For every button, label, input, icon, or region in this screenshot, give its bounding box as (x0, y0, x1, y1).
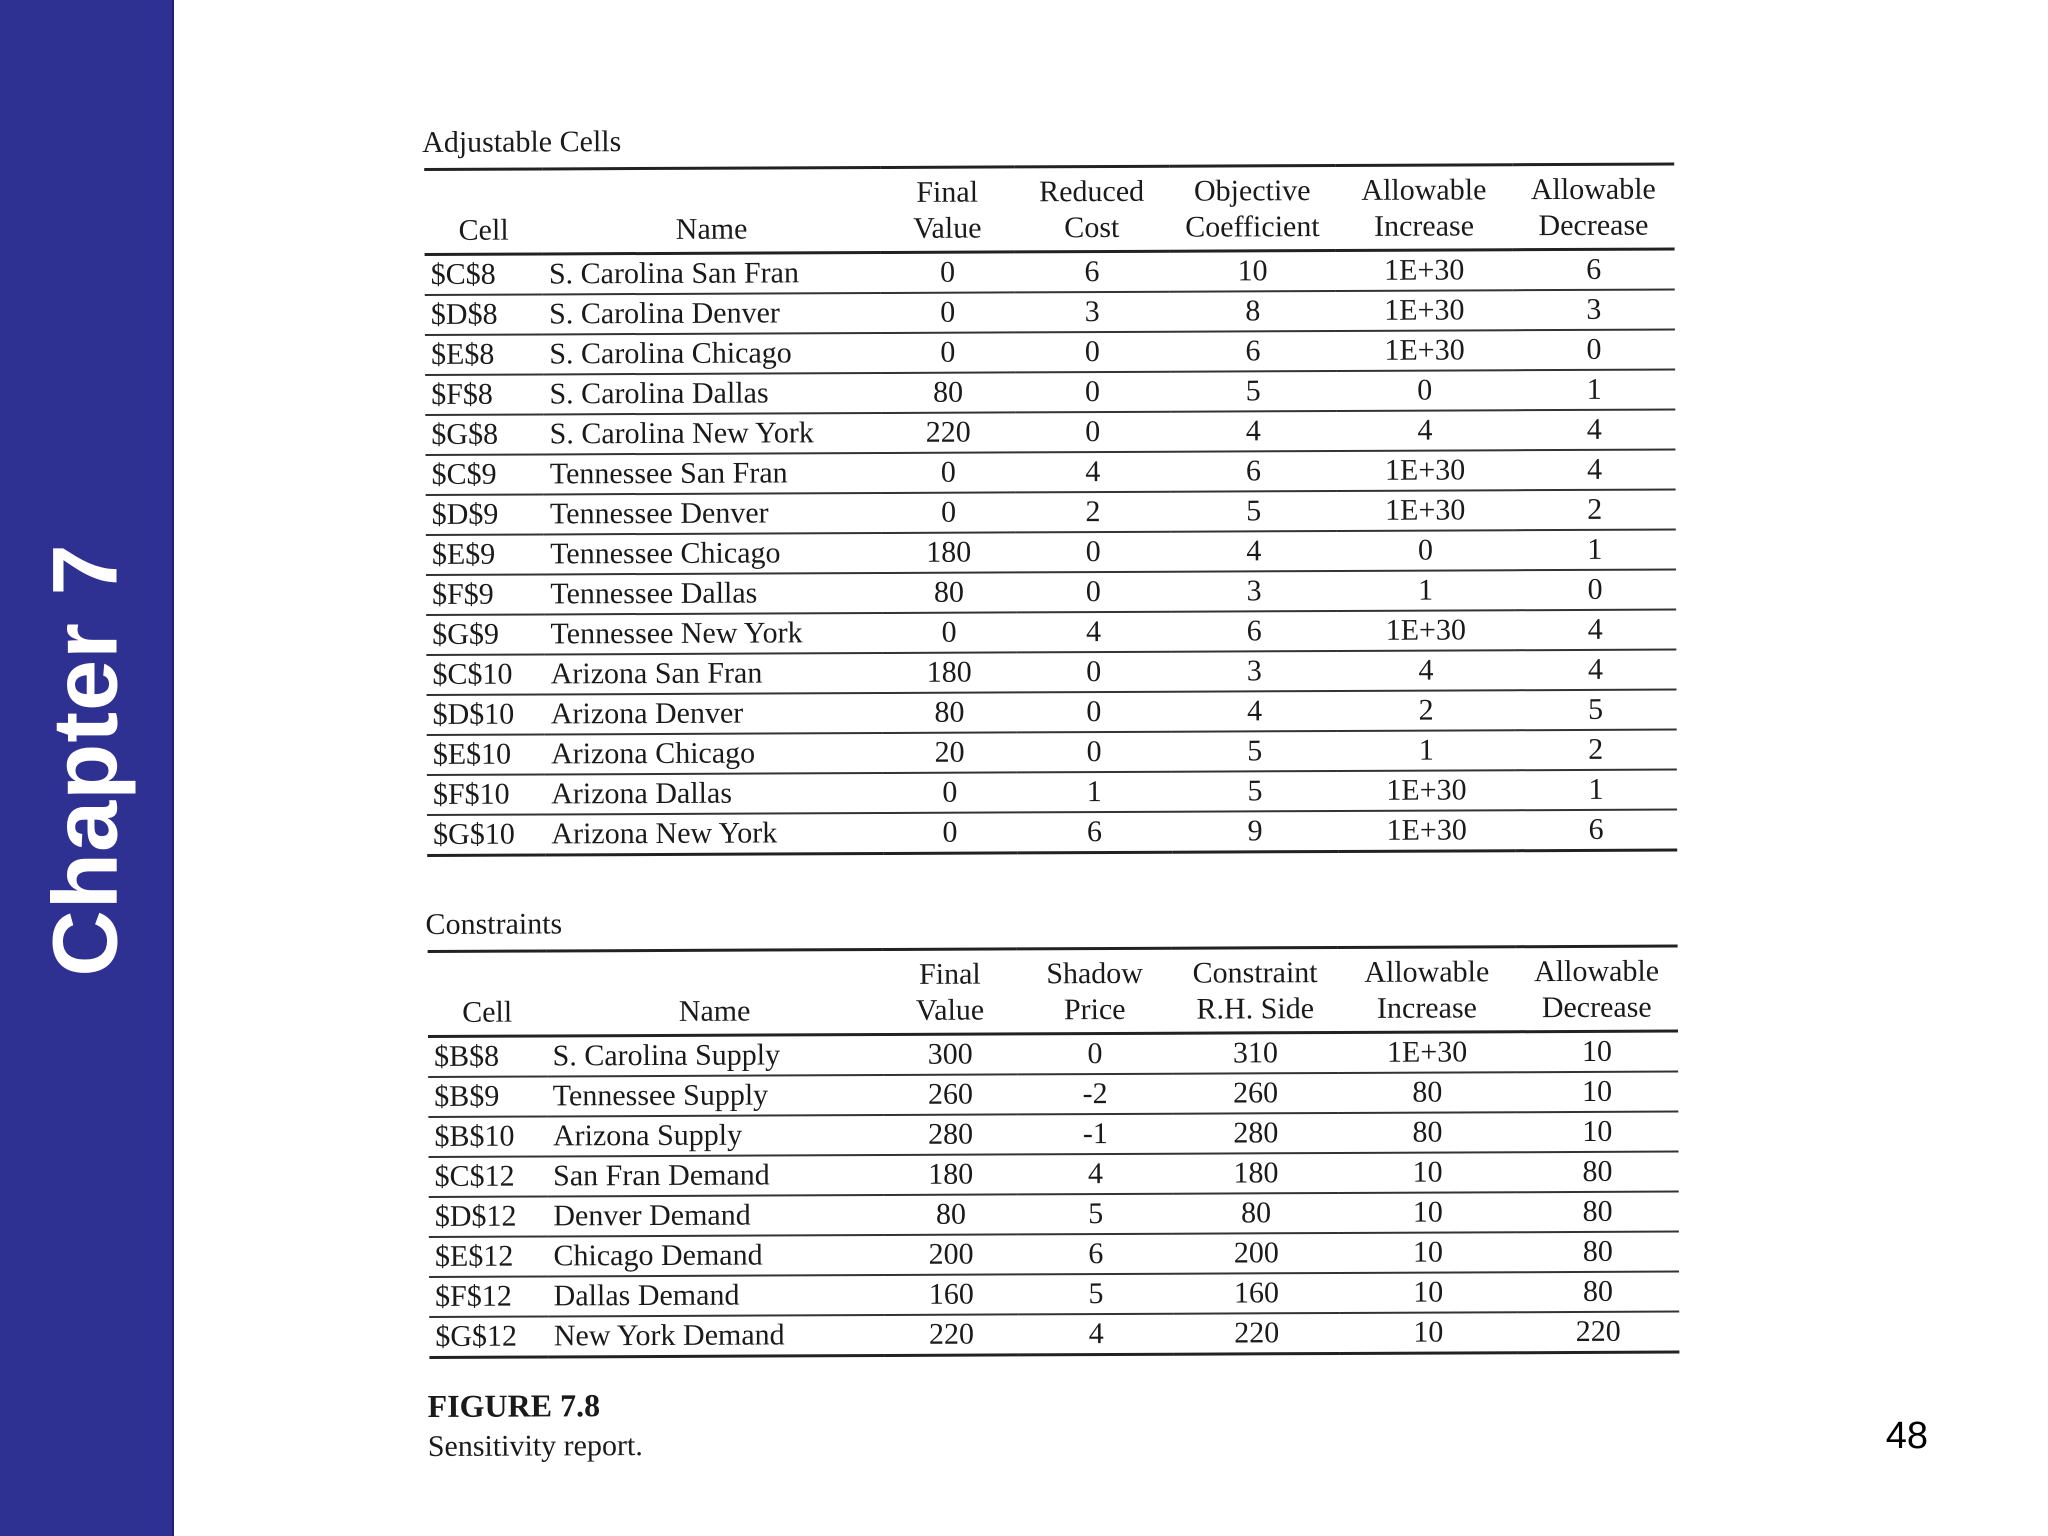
table-row (429, 1312, 1679, 1358)
table-cell: 10 (1516, 1031, 1678, 1072)
table-cell: 3 (1513, 290, 1675, 331)
table-cell: 0 (1015, 412, 1170, 453)
constraints-header-row (428, 946, 1678, 1036)
table-cell: 1E+30 (1338, 1032, 1516, 1073)
table-cell: 10 (1169, 251, 1335, 292)
table-cell: 4 (1514, 650, 1676, 691)
table-cell: $G$12 (429, 1316, 548, 1357)
table-cell: S. Carolina Denver (543, 293, 881, 334)
table-cell: San Fran Demand (547, 1155, 884, 1196)
header-reduced-cost: Reduced Cost (1039, 174, 1145, 245)
table-cell: New York Demand (548, 1315, 885, 1357)
table-cell: S. Carolina Chicago (543, 333, 881, 374)
table-cell: 3 (1015, 292, 1170, 333)
table-cell: 6 (1171, 611, 1337, 652)
table-row (425, 330, 1675, 375)
table-row (426, 490, 1676, 535)
table-cell: 220 (881, 412, 1015, 453)
table-cell: 10 (1339, 1192, 1517, 1233)
table-cell: $C$10 (426, 654, 544, 695)
table-cell: 5 (1170, 491, 1336, 532)
table-cell: $D$8 (425, 294, 543, 335)
table-cell: 6 (1017, 812, 1172, 853)
table-cell: 160 (1173, 1273, 1339, 1314)
table-cell: 0 (880, 252, 1014, 293)
header-objective-coefficient: Objective Coefficient (1185, 174, 1320, 244)
table-cell: 2 (1514, 490, 1676, 531)
table-cell: 220 (884, 1314, 1019, 1355)
table-cell: 1E+30 (1338, 770, 1515, 811)
header-cell: Cell (458, 213, 509, 247)
table-row (426, 650, 1676, 695)
table-cell: 0 (1336, 370, 1513, 411)
table-cell: $C$12 (429, 1156, 548, 1197)
table-cell: $B$8 (428, 1036, 547, 1077)
table-cell: 20 (883, 732, 1017, 773)
table-cell: $C$8 (425, 254, 543, 295)
table-cell: 1 (1513, 370, 1675, 411)
table-row (427, 730, 1677, 775)
table-cell: 5 (1018, 1274, 1173, 1315)
table-cell: 80 (1517, 1232, 1679, 1273)
table-cell: Tennessee San Fran (544, 453, 882, 494)
table-cell: 4 (1513, 450, 1675, 491)
table-cell: 4 (1016, 612, 1171, 653)
table-cell: 1E+30 (1336, 250, 1513, 291)
table-cell: 220 (1174, 1313, 1340, 1354)
table-row (429, 1232, 1679, 1277)
header-name: Name (678, 994, 751, 1028)
table-cell: 180 (882, 532, 1016, 573)
table-cell: 1E+30 (1336, 330, 1513, 371)
table-cell: 1E+30 (1336, 290, 1513, 331)
header-allowable-increase: Allowable Increase (1361, 173, 1487, 243)
adjustable-header-row (424, 164, 1674, 254)
table-cell: 4 (1171, 531, 1337, 572)
adjustable-cells-table (424, 163, 1677, 857)
header-allowable-decrease: Allowable Decrease (1530, 172, 1656, 243)
table-cell: 3 (1171, 651, 1337, 692)
table-cell: 5 (1515, 690, 1677, 731)
table-cell: 10 (1516, 1112, 1678, 1153)
table-cell: 180 (1173, 1153, 1339, 1194)
table-cell: 4 (1171, 691, 1337, 732)
adjustable-cells-body (425, 249, 1678, 855)
table-cell: 0 (1015, 332, 1170, 373)
table-cell: 10 (1340, 1312, 1518, 1353)
table-cell: 3 (1171, 571, 1337, 612)
header-allowable-decrease: Allowable Decrease (1534, 954, 1660, 1025)
table-cell: 0 (1514, 570, 1676, 611)
figure-caption: Sensitivity report. (427, 1429, 643, 1463)
header-constraint-rh-side: Constraint R.H. Side (1192, 956, 1318, 1026)
table-cell: 1E+30 (1337, 450, 1514, 491)
table-cell: 80 (1517, 1272, 1679, 1313)
table-cell: 6 (1018, 1234, 1173, 1275)
table-cell: 0 (1016, 652, 1171, 693)
table-cell: S. Carolina Dallas (543, 373, 881, 414)
table-cell: 0 (1015, 372, 1170, 413)
constraints-table (428, 945, 1680, 1359)
chapter-sidebar (0, 0, 174, 1536)
table-cell: 310 (1172, 1033, 1338, 1074)
table-cell: 6 (1515, 810, 1677, 851)
table-cell: 80 (882, 572, 1016, 613)
table-row (427, 770, 1677, 815)
header-final-value: Final Value (913, 175, 982, 245)
table-cell: 0 (1513, 330, 1675, 371)
table-cell: 0 (881, 292, 1015, 333)
table-row (425, 410, 1675, 455)
table-row (429, 1192, 1679, 1237)
table-cell: 0 (1337, 530, 1514, 571)
table-cell: 0 (1016, 532, 1171, 573)
table-cell: $E$9 (426, 534, 544, 575)
table-cell: $D$9 (426, 494, 544, 535)
header-cell: Cell (462, 995, 513, 1029)
table-cell: $F$8 (425, 374, 543, 415)
table-cell: 80 (1339, 1112, 1517, 1153)
table-cell: 5 (1171, 731, 1337, 772)
table-cell: -1 (1018, 1114, 1173, 1155)
table-cell: 10 (1516, 1072, 1678, 1113)
table-cell: 0 (1017, 1033, 1172, 1074)
table-cell: 0 (1016, 572, 1171, 613)
adjustable-cells-title: Adjustable Cells (422, 125, 622, 159)
table-cell: $B$9 (428, 1076, 547, 1117)
table-cell: $F$10 (427, 774, 545, 815)
table-cell: 1 (1515, 770, 1677, 811)
table-cell: 2 (1338, 690, 1515, 731)
table-row (429, 1152, 1679, 1197)
table-cell: Arizona San Fran (545, 653, 883, 694)
table-cell: Denver Demand (547, 1195, 884, 1236)
table-cell: 6 (1170, 451, 1336, 492)
table-cell: 160 (884, 1274, 1019, 1315)
table-cell: 220 (1517, 1312, 1679, 1353)
table-cell: Tennessee Supply (547, 1075, 884, 1116)
table-cell: 200 (884, 1234, 1019, 1275)
table-cell: 180 (883, 1154, 1018, 1195)
table-cell: Arizona Supply (547, 1115, 884, 1156)
table-cell: 80 (884, 1194, 1019, 1235)
table-row (425, 450, 1675, 495)
table-cell: $B$10 (428, 1116, 547, 1157)
table-row (429, 1272, 1679, 1317)
table-cell: 5 (1170, 371, 1336, 412)
table-row (425, 249, 1675, 295)
table-row (428, 1031, 1678, 1077)
table-row (428, 1112, 1678, 1157)
table-cell: 1E+30 (1338, 810, 1515, 851)
table-cell: 10 (1339, 1152, 1517, 1193)
table-cell: Arizona New York (545, 813, 883, 855)
table-cell: $F$12 (429, 1276, 548, 1317)
table-cell: 4 (1514, 610, 1676, 651)
table-cell: 1 (1338, 730, 1515, 771)
table-cell: $F$9 (426, 574, 544, 615)
page-number: 48 (1885, 1415, 1928, 1457)
table-cell: Arizona Denver (545, 693, 883, 734)
table-cell: 80 (1173, 1193, 1339, 1234)
header-name: Name (675, 212, 748, 246)
table-cell: 0 (1016, 732, 1171, 773)
table-cell: 1 (1514, 530, 1676, 571)
constraints-body (428, 1031, 1679, 1357)
table-cell: 4 (1019, 1314, 1174, 1355)
table-cell: 8 (1170, 291, 1336, 332)
table-cell: 80 (881, 372, 1015, 413)
table-cell: 4 (1337, 650, 1514, 691)
table-cell: $E$8 (425, 334, 543, 375)
table-cell: Arizona Chicago (545, 733, 883, 774)
table-cell: 260 (883, 1074, 1018, 1115)
table-row (426, 610, 1676, 655)
table-cell: 280 (1173, 1113, 1339, 1154)
table-cell: 200 (1173, 1233, 1339, 1274)
table-cell: 0 (883, 772, 1017, 813)
header-final-value: Final Value (915, 957, 985, 1027)
table-cell: 5 (1172, 771, 1338, 812)
header-shadow-price: Shadow Price (1046, 956, 1144, 1027)
table-cell: 0 (881, 452, 1015, 493)
table-cell: 6 (1513, 249, 1675, 290)
table-cell: 4 (1015, 452, 1170, 493)
table-cell: Tennessee Dallas (544, 573, 882, 614)
table-cell: Tennessee Denver (544, 493, 882, 534)
table-cell: 80 (1516, 1152, 1678, 1193)
table-row (428, 1072, 1678, 1117)
table-row (425, 290, 1675, 335)
table-cell: S. Carolina New York (544, 413, 882, 454)
table-cell: 1E+30 (1337, 610, 1514, 651)
table-cell: 1E+30 (1337, 490, 1514, 531)
table-row (425, 370, 1675, 415)
table-cell: $G$9 (426, 614, 544, 655)
table-cell: 280 (883, 1114, 1018, 1155)
table-cell: 1 (1017, 772, 1172, 813)
table-cell: $G$10 (427, 814, 545, 855)
table-cell: Dallas Demand (548, 1275, 885, 1316)
table-cell: 80 (882, 692, 1016, 733)
table-cell: 9 (1172, 811, 1338, 852)
table-cell: 2 (1015, 492, 1170, 533)
table-cell: -2 (1018, 1074, 1173, 1115)
table-cell: 10 (1339, 1272, 1517, 1313)
table-cell: S. Carolina Supply (547, 1034, 884, 1076)
table-cell: $D$12 (429, 1196, 548, 1237)
table-cell: $E$12 (429, 1236, 548, 1277)
table-cell: $C$9 (425, 454, 543, 495)
table-row (426, 530, 1676, 575)
table-cell: 4 (1018, 1154, 1173, 1195)
table-cell: 180 (882, 652, 1016, 693)
table-cell: 5 (1018, 1194, 1173, 1235)
table-cell: 80 (1339, 1072, 1517, 1113)
constraints-title: Constraints (425, 907, 563, 941)
figure-label: FIGURE 7.8 (427, 1387, 601, 1424)
table-cell: $G$8 (425, 414, 543, 455)
table-cell: Tennessee Chicago (544, 533, 882, 574)
table-cell: 0 (883, 812, 1017, 853)
chapter-title: Chapter 7 (34, 543, 137, 977)
table-cell: 0 (1016, 692, 1171, 733)
table-cell: 0 (882, 492, 1016, 533)
table-cell: 0 (882, 612, 1016, 653)
table-cell: 1 (1337, 570, 1514, 611)
table-cell: 10 (1339, 1232, 1517, 1273)
table-cell: S. Carolina San Fran (543, 252, 881, 294)
sensitivity-report-figure (420, 113, 1686, 1498)
table-cell: 300 (883, 1034, 1018, 1075)
table-cell: 4 (1336, 410, 1513, 451)
table-row (426, 570, 1676, 615)
table-cell: 4 (1513, 410, 1675, 451)
table-cell: Chicago Demand (547, 1235, 884, 1276)
table-cell: 6 (1170, 331, 1336, 372)
table-cell: 4 (1170, 411, 1336, 452)
table-cell: $D$10 (427, 694, 545, 735)
table-cell: 2 (1515, 730, 1677, 771)
table-cell: $E$10 (427, 734, 545, 775)
table-cell: Arizona Dallas (545, 773, 883, 814)
table-cell: 6 (1014, 251, 1169, 292)
table-cell: Tennessee New York (544, 613, 882, 654)
header-allowable-increase: Allowable Increase (1364, 955, 1490, 1025)
table-cell: 260 (1173, 1073, 1339, 1114)
table-row (427, 810, 1677, 856)
table-cell: 0 (881, 332, 1015, 373)
table-cell: 80 (1516, 1192, 1678, 1233)
table-row (427, 690, 1677, 735)
